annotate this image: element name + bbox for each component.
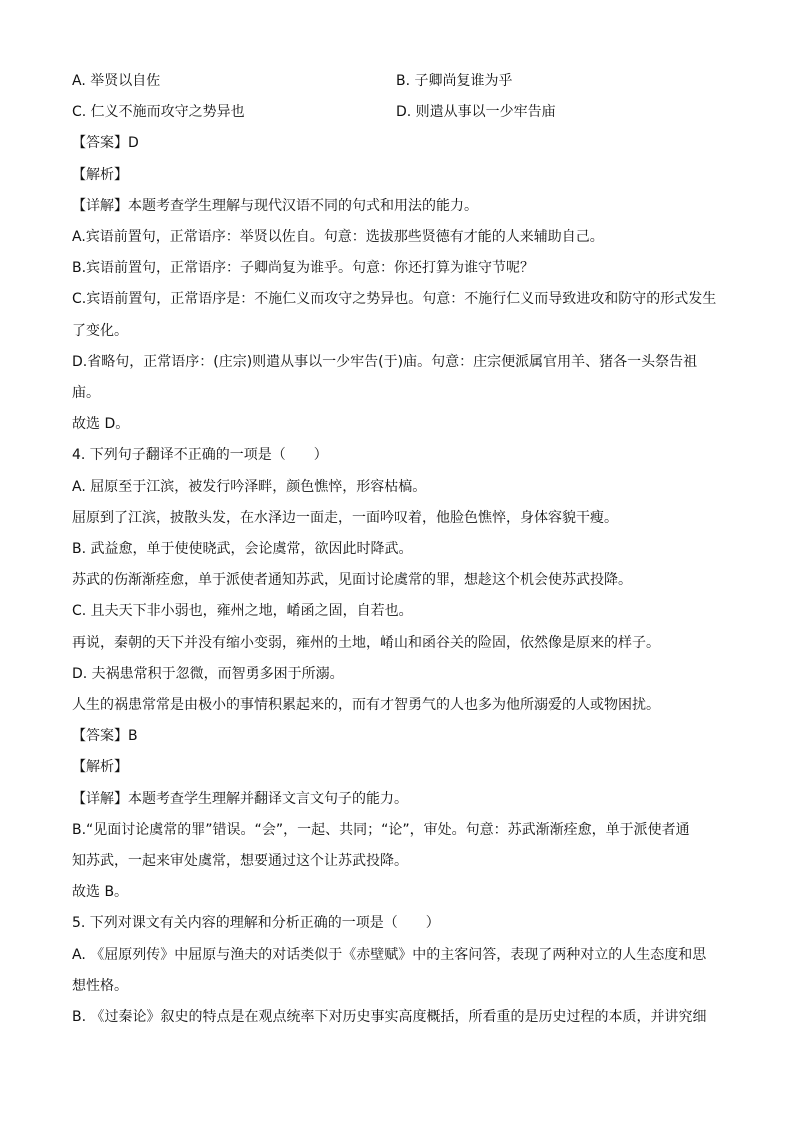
q3-explanation-c-line-1: C.宾语前置句，正常语序是：不施仁义而攻守之势异也。句意：不施行仁义而导致进攻和防守的形式发生 [72, 291, 717, 308]
q3-explanation-d-line-2: 庙。 [72, 385, 100, 402]
q3-option-c: C. 仁义不施而攻守之势异也 [72, 104, 245, 121]
q4-option-b-original: B. 武益愈，单于使使晓武，会论虞常，欲因此时降武。 [72, 541, 413, 558]
q3-option-b: B. 子卿尚复谁为乎 [396, 73, 513, 89]
q3-options-row-2 [72, 97, 722, 128]
q5-stem: 5. 下列对课文有关内容的理解和分析正确的一项是（ ） [72, 915, 440, 932]
q4-option-a-translation: 屈原到了江滨，披散头发，在水泽边一面走，一面吟叹着，他脸色憔悴，身体容貌干瘦。 [72, 509, 618, 526]
q4-conclusion: 故选 B。 [72, 884, 129, 901]
question-content [72, 66, 722, 1033]
q3-option-d: D. 则遣从事以一少牢告庙 [396, 104, 556, 121]
q4-analysis-label: 【解析】 [72, 759, 128, 776]
q3-conclusion: 故选 D。 [72, 416, 130, 433]
q4-option-c-original: C. 且夫天下非小弱也，雍州之地，崤函之固，自若也。 [72, 603, 413, 620]
q3-explanation-c-line-2: 了变化。 [72, 322, 128, 339]
q4-option-d-translation: 人生的祸患常常是由极小的事情积累起来的，而有才智勇气的人也多为他所溺爱的人或物困扰。 [72, 697, 660, 714]
q4-detail: 【详解】本题考查学生理解并翻译文言文句子的能力。 [72, 790, 408, 807]
q5-option-a-line-1: A. 《屈原列传》中屈原与渔夫的对话类似于《赤壁赋》中的主客问答，表现了两种对立的人生态度和思 [72, 946, 707, 963]
q4-option-d-original: D. 夫祸患常积于忽微，而智勇多困于所溺。 [72, 665, 344, 682]
q3-explanation-a: A.宾语前置句，正常语序：举贤以佐自。句意：选拔那些贤德有才能的人来辅助自己。 [72, 229, 604, 246]
q3-explanation-b: B.宾语前置句，正常语序：子卿尚复为谁乎。句意：你还打算为谁守节呢？ [72, 260, 535, 277]
q4-stem: 4. 下列句子翻译不正确的一项是（ ） [72, 447, 328, 464]
q3-option-a: A. 举贤以自佐 [72, 73, 161, 89]
q3-answer: 【答案】D [72, 135, 139, 152]
q4-option-a-original: A. 屈原至于江滨，被发行吟泽畔，颜色憔悴，形容枯槁。 [72, 478, 427, 495]
q3-options-row-1 [72, 66, 722, 97]
q4-option-c-translation: 再说，秦朝的天下并没有缩小变弱，雍州的土地，崤山和函谷关的险固，依然像是原来的样子。 [72, 634, 660, 651]
q4-option-b-translation: 苏武的伤渐渐痊愈，单于派使者通知苏武，见面讨论虞常的罪，想趁这个机会使苏武投降。 [72, 572, 632, 589]
q4-explanation-b-line-1: B.“见面讨论虞常的罪”错误。“会”，一起、共同；“论”，审处。句意：苏武渐渐痊愈，单于派使者通 [72, 821, 690, 838]
q5-option-a-line-2: 想性格。 [72, 977, 128, 994]
q3-explanation-d-line-1: D.省略句，正常语序：(庄宗)则遣从事以一少牢告(于)庙。句意：庄宗便派属官用羊、猪各一头祭告祖 [72, 353, 698, 370]
q3-analysis-label: 【解析】 [72, 166, 128, 183]
q5-option-b-line-1: B. 《过秦论》叙史的特点是在观点统率下对历史事实高度概括，所看重的是历史过程的本质，并讲究细 [72, 1009, 707, 1026]
q4-answer: 【答案】B [72, 728, 138, 745]
q3-detail: 【详解】本题考查学生理解与现代汉语不同的句式和用法的能力。 [72, 197, 478, 214]
q4-explanation-b-line-2: 知苏武，一起来审处虞常，想要通过这个让苏武投降。 [72, 853, 408, 870]
